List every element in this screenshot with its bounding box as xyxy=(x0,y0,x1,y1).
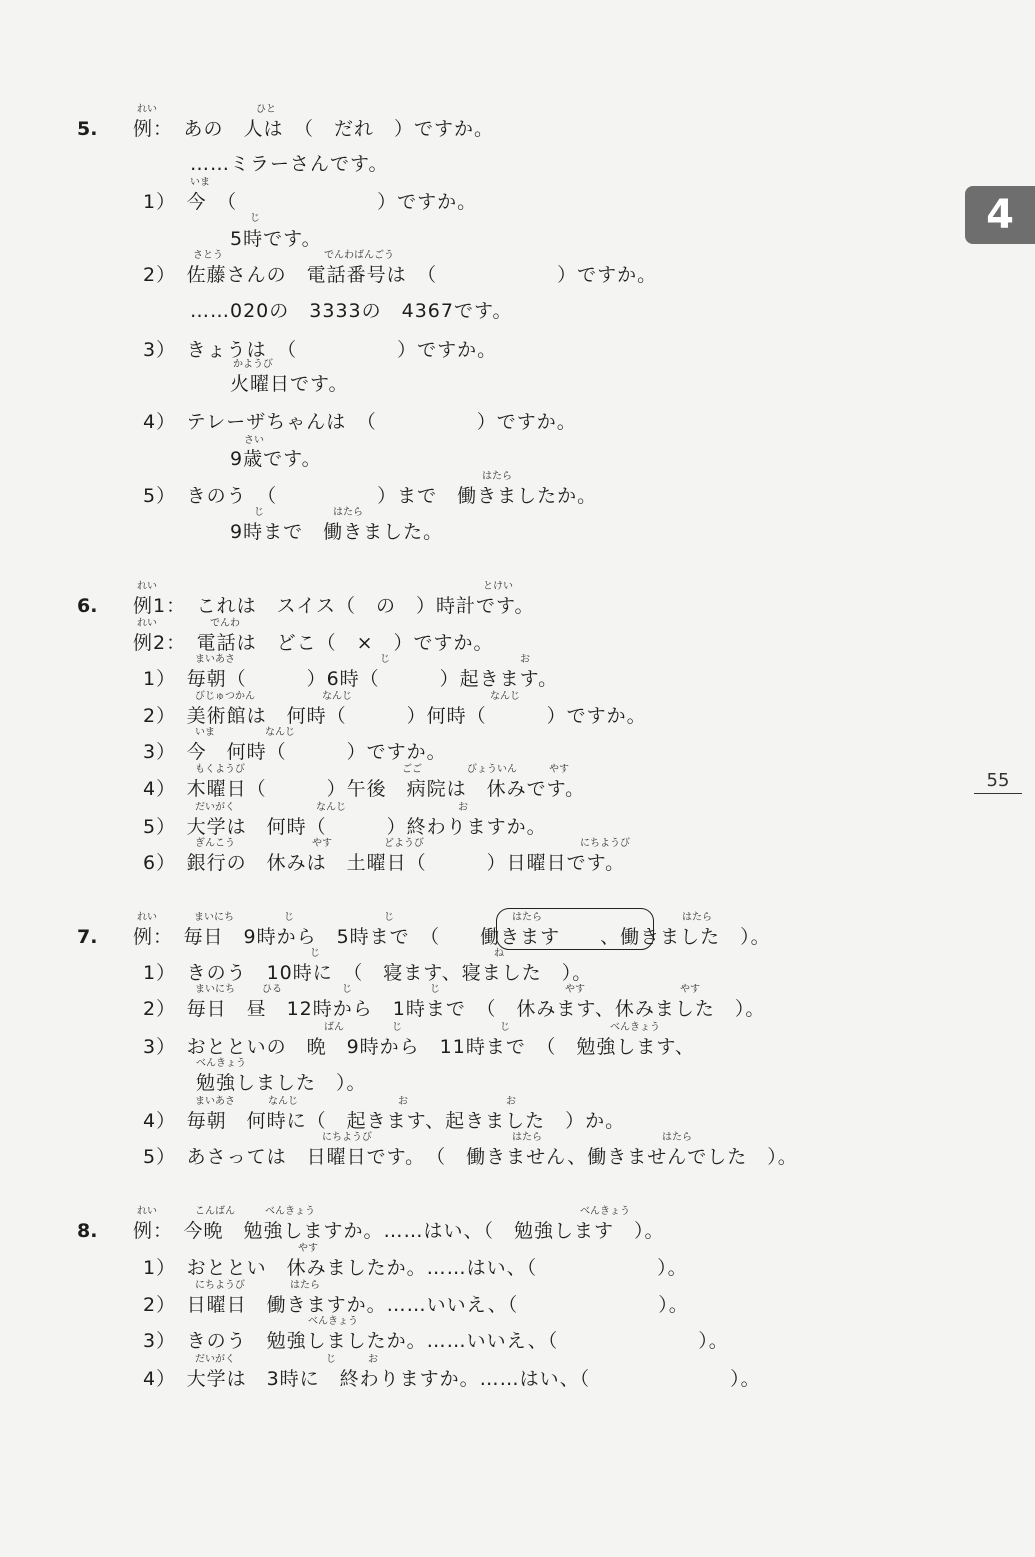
exercise-line: 例： あの 人は （ だれ ）ですか。 xyxy=(133,118,495,140)
furigana: やす xyxy=(312,838,332,849)
furigana: お xyxy=(368,1354,378,1365)
exercise-line: ……ミラーさんです。 xyxy=(190,153,389,175)
exercise-line: 1） 毎朝（ ）6時（ ）起きます。 xyxy=(143,668,559,690)
furigana: なんじ xyxy=(268,1096,298,1107)
exercise-line: 1） きのう 10時に （ 寝ます、寝ました ）。 xyxy=(143,962,593,984)
furigana: まいあさ xyxy=(195,1096,235,1107)
exercise-line: 3） きのう 勉強しましたか。……いいえ、（ ）。 xyxy=(143,1330,729,1352)
furigana: べんきょう xyxy=(265,1206,315,1217)
exercise-line: 2） 佐藤さんの 電話番号は （ ）ですか。 xyxy=(143,264,658,286)
furigana: さとう xyxy=(193,250,223,261)
exercise-line: 5時です。 xyxy=(230,228,322,250)
furigana: にちようび xyxy=(580,838,630,849)
furigana: やす xyxy=(565,984,585,995)
furigana: べんきょう xyxy=(308,1316,358,1327)
furigana: なんじ xyxy=(316,802,346,813)
furigana: なんじ xyxy=(490,691,520,702)
furigana: じ xyxy=(342,984,352,995)
furigana: やす xyxy=(680,984,700,995)
furigana: はたら xyxy=(682,912,712,923)
furigana: じ xyxy=(392,1022,402,1033)
furigana: じ xyxy=(326,1354,336,1365)
furigana: やす xyxy=(298,1243,318,1254)
furigana: べんきょう xyxy=(580,1206,630,1217)
furigana: いま xyxy=(190,177,210,188)
furigana: じ xyxy=(284,912,294,923)
furigana: お xyxy=(398,1096,408,1107)
furigana: とけい xyxy=(483,581,513,592)
page-number: 55 xyxy=(974,770,1022,794)
exercise-line: 9歳です。 xyxy=(230,448,322,470)
furigana: はたら xyxy=(662,1132,692,1143)
furigana: にちようび xyxy=(322,1132,372,1143)
exercise-line: 5） きのう （ ）まで 働きましたか。 xyxy=(143,485,598,507)
furigana: でんわばんごう xyxy=(324,250,394,261)
furigana: ひる xyxy=(262,984,282,995)
exercise-line: 2） 毎日 昼 12時から 1時まで （ 休みます、休みました ）。 xyxy=(143,998,766,1020)
furigana: ばん xyxy=(324,1022,344,1033)
furigana: お xyxy=(520,654,530,665)
furigana: ぎんこう xyxy=(195,838,235,849)
furigana: れい xyxy=(137,581,157,592)
furigana: なんじ xyxy=(322,691,352,702)
furigana: でんわ xyxy=(210,618,240,629)
exercise-line: 4） 大学は 3時に 終わりますか。……はい、（ ）。 xyxy=(143,1368,761,1390)
furigana: じ xyxy=(250,213,260,224)
exercise-line: 2） 美術館は 何時（ ）何時（ ）ですか。 xyxy=(143,705,647,727)
furigana: まいあさ xyxy=(195,654,235,665)
furigana: はたら xyxy=(512,1132,542,1143)
chapter-tab: 4 xyxy=(965,186,1035,244)
furigana: はたら xyxy=(512,912,542,923)
exercise-line: 9時まで 働きました。 xyxy=(230,521,444,543)
exercise-line: 3） おとといの 晩 9時から 11時まで （ 勉強します、 xyxy=(143,1036,695,1058)
furigana: びょういん xyxy=(467,764,517,775)
exercise-line: 火曜日です。 xyxy=(230,373,349,395)
furigana: だいがく xyxy=(195,802,235,813)
furigana: お xyxy=(458,802,468,813)
furigana: じ xyxy=(380,654,390,665)
furigana: まいにち xyxy=(194,912,234,923)
exercise-line: ……020の 3333の 4367です。 xyxy=(190,300,513,322)
exercise-line: 1） おととい 休みましたか。……はい、（ ）。 xyxy=(143,1257,688,1279)
furigana: じ xyxy=(254,507,264,518)
furigana: かようび xyxy=(233,359,273,370)
furigana: れい xyxy=(137,912,157,923)
furigana: もくようび xyxy=(195,764,245,775)
exercise-line: 例： 今晩 勉強しますか。……はい、（ 勉強します ）。 xyxy=(133,1220,665,1242)
furigana: やす xyxy=(549,764,569,775)
furigana: どようび xyxy=(384,838,424,849)
furigana: だいがく xyxy=(195,1354,235,1365)
furigana: ごご xyxy=(402,764,422,775)
furigana: れい xyxy=(137,618,157,629)
furigana: はたら xyxy=(290,1280,320,1291)
furigana: にちようび xyxy=(195,1280,245,1291)
furigana: じ xyxy=(310,948,320,959)
exercise-line: 1） 今 （ ）ですか。 xyxy=(143,191,478,213)
furigana: まいにち xyxy=(195,984,235,995)
furigana: じ xyxy=(500,1022,510,1033)
exercise-line: 勉強しました ）。 xyxy=(196,1072,367,1094)
question-number: 6. xyxy=(77,595,98,617)
furigana: べんきょう xyxy=(610,1022,660,1033)
furigana: れい xyxy=(137,1206,157,1217)
exercise-line: 例2： 電話は どこ（ × ）ですか。 xyxy=(133,632,494,654)
furigana: なんじ xyxy=(265,727,295,738)
exercise-line: 3） 今 何時（ ）ですか。 xyxy=(143,741,447,763)
exercise-line: 3） きょうは （ ）ですか。 xyxy=(143,339,498,361)
furigana: ひと xyxy=(256,104,276,115)
furigana: お xyxy=(506,1096,516,1107)
furigana: ね xyxy=(494,948,504,959)
furigana: さい xyxy=(244,435,264,446)
furigana: はたら xyxy=(482,471,512,482)
exercise-line: 4） テレーザちゃんは （ ）ですか。 xyxy=(143,411,577,433)
question-number: 8. xyxy=(77,1220,98,1242)
question-number: 7. xyxy=(77,926,98,948)
furigana: いま xyxy=(195,727,215,738)
exercise-line: 4） 木曜日（ ）午後 病院は 休みです。 xyxy=(143,778,586,800)
furigana: べんきょう xyxy=(196,1058,246,1069)
exercise-line: 2） 日曜日 働きますか。……いいえ、（ ）。 xyxy=(143,1294,689,1316)
exercise-line: 例1： これは スイス（ の ）時計です。 xyxy=(133,595,535,617)
exercise-line: 例： 毎日 9時から 5時まで （ 働きます 、働きました ）。 xyxy=(133,926,771,948)
furigana: じ xyxy=(430,984,440,995)
exercise-line: 6） 銀行の 休みは 土曜日（ ）日曜日です。 xyxy=(143,852,626,874)
exercise-line: 5） 大学は 何時（ ）終わりますか。 xyxy=(143,816,547,838)
furigana: はたら xyxy=(333,507,363,518)
furigana: じ xyxy=(384,912,394,923)
question-number: 5. xyxy=(77,118,98,140)
furigana: こんばん xyxy=(195,1206,235,1217)
furigana: れい xyxy=(137,104,157,115)
furigana: びじゅつかん xyxy=(195,691,255,702)
exercise-line: 4） 毎朝 何時に（ 起きます、起きました ）か。 xyxy=(143,1110,626,1132)
exercise-line: 5） あさっては 日曜日です。 （ 働きません、働きませんでした ）。 xyxy=(143,1146,798,1168)
